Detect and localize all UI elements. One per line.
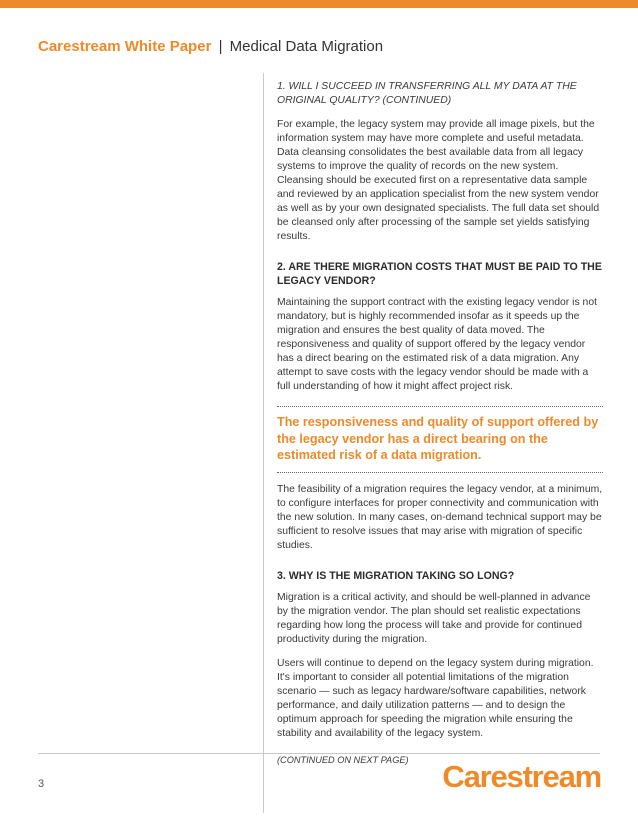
- header-brand: Carestream White Paper: [38, 38, 212, 55]
- header-subject: Medical Data Migration: [229, 38, 384, 55]
- paragraph-legacy-dependence: Users will continue to depend on the legacy system during migration. It's important to consider all potential limitations of the migration scenario — such as legacy hardware/software capabilities, network performance, and daily utilization patterns — and to design the optimum approach for speeding the migration while ensuring the stability and availability of the legacy system.: [277, 657, 594, 739]
- continued-next-page: (CONTINUED ON NEXT PAGE): [277, 754, 409, 765]
- paragraph-migration-planning: Migration is a critical activity, and should be well-planned in advance by the migration vendor. The plan should set realistic expectations regarding how long the process will take and provide for continued productivity during the migration.: [277, 591, 591, 645]
- header-separator: |: [218, 38, 223, 55]
- page-header: [38, 38, 383, 56]
- section-3-heading: 3. WHY IS THE MIGRATION TAKING SO LONG?: [277, 569, 515, 582]
- top-accent-bar: [0, 0, 638, 8]
- continued-heading: 1. WILL I SUCCEED IN TRANSFERRING ALL MY DATA AT THE ORIGINAL QUALITY? (CONTINUED): [277, 81, 577, 106]
- paragraph-feasibility: The feasibility of a migration requires the legacy vendor, at a minimum, to configure interfaces for proper connectivity and communication with the new solution. In many cases, on-demand technical support may be sufficient to resolve issues that may arise with migration of specific studies.: [277, 483, 603, 551]
- section-2-heading: 2. ARE THERE MIGRATION COSTS THAT MUST BE PAID TO THE LEGACY VENDOR?: [277, 261, 602, 287]
- page-number: 3: [38, 778, 45, 790]
- main-column: [277, 80, 603, 767]
- paragraph-support-contract: Maintaining the support contract with the existing legacy vendor is not mandatory, but is highly recommended insofar as it speeds up the migration and ensures the best quality of data moved. The responsiveness and quality of support offered by the legacy vendor has a direct bearing on the estimated risk of a data migration. Any attempt to save costs with the legacy vendor should be made with a full understanding of how it might affect project risk.: [277, 297, 597, 392]
- pull-quote: The responsiveness and quality of support offered by the legacy vendor has a direct bearing on the estimated risk of a data migration.: [277, 406, 603, 473]
- carestream-logo: [430, 759, 602, 795]
- paragraph-data-cleansing: For example, the legacy system may provide all image pixels, but the information system may have more complete and useful metadata. Data cleansing consolidates the best available data from all legacy systems to improve the quality of records on the new system. Cleansing should be executed first on a representative data sample and reviewed by an application specialist from the new system vendor as well as by your own designated specialists. The full data set should be cleansed only after processing of the sample set yields satisfying results.: [277, 119, 600, 242]
- footer-rule: [38, 753, 600, 754]
- column-divider: [263, 73, 264, 813]
- logo-wordmark: Carestream: [442, 759, 601, 794]
